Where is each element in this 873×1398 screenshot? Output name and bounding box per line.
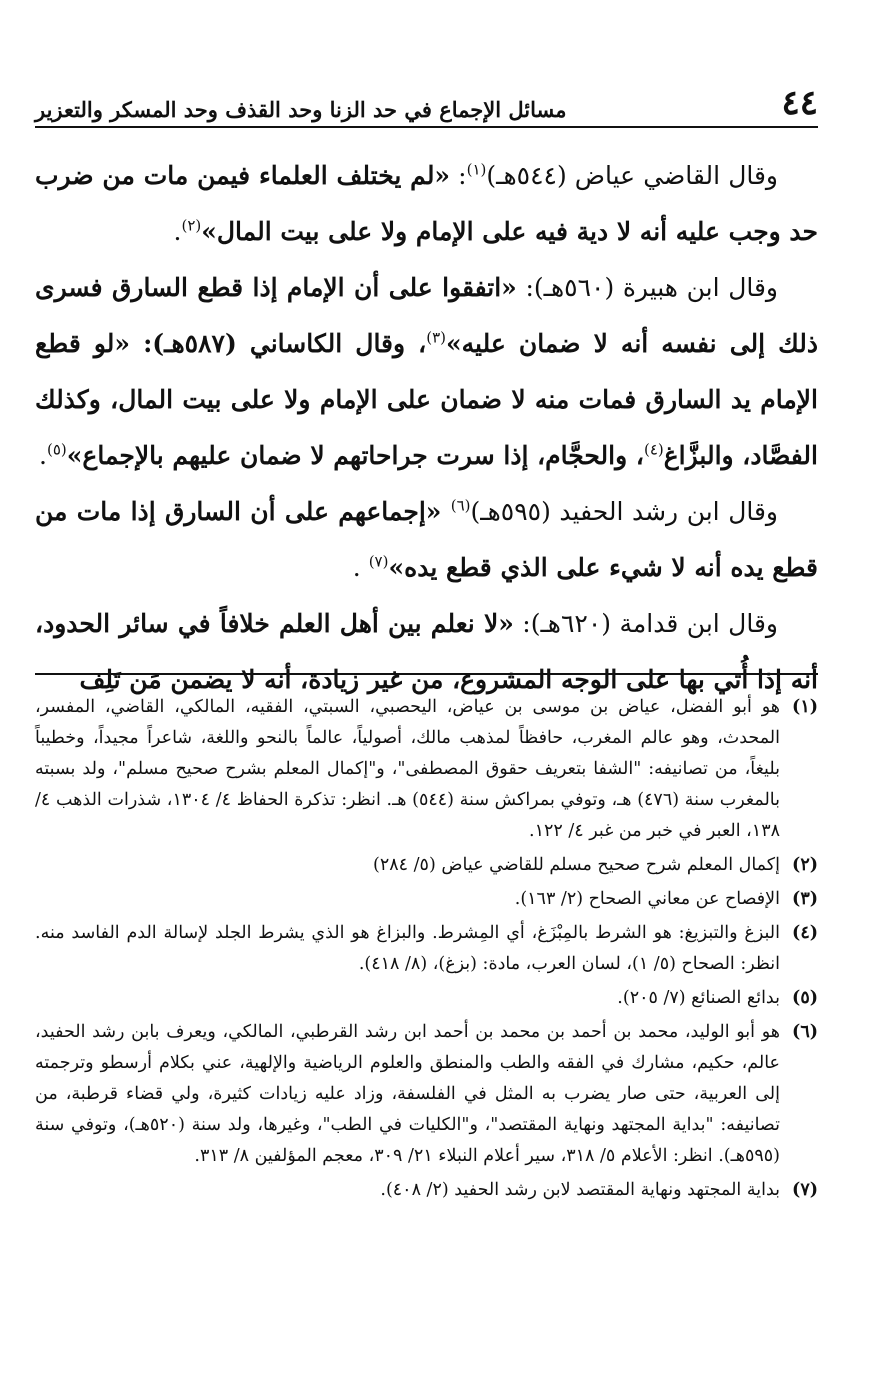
footnote-text: هو أبو الفضل، عياض بن موسى بن عياض، اليحصبي، السبتي، الفقيه، المالكي، القاضي، المفسر، المحدث، وهو عالم المغرب، حافظاً لمذهب مالك، أصولياً، عالماً بالنحو واللغة، شاعراً مجيداً، وخطيباً بليغاً، من تصانيفه: "الشفا بتعريف حقوق المصطفى"، و"إكمال المعلم بشرح صحيح مسلم"، ولد بسبته بالمغرب سنة (٤٧٦) هـ، وتوفي بمراكش سنة (٥٤٤) هـ. انظر: تذكرة الحفاظ ٤/ ١٣٠٤، شذرات الذهب ٤/ ١٣٨، العبر في خبر من غبر ٤/ ١٢٢.: [35, 697, 780, 841]
footnote-2: [35, 850, 818, 881]
footnote-ref: (٢): [181, 216, 202, 235]
punctuation: .: [352, 553, 369, 582]
footnote-text: البزغ والتبزيغ: هو الشرط بالمِبْزَغ، أي المِشرط. والبزاغ هو الذي يشرط الجلد لإسالة الدم الفاسد منه. انظر: الصحاح (٥/ ١)، لسان العرب، مادة: (بزغ)، (٨/ ٤١٨).: [35, 923, 780, 974]
footnote-4: [35, 918, 818, 980]
paragraph-qadi-iyad: [35, 148, 818, 260]
separator: :: [450, 161, 467, 190]
paragraph-intro: وقال ابن رشد الحفيد (٥٩٥هـ): [470, 497, 778, 526]
paragraph-ibn-hubayra: [35, 260, 818, 484]
paragraph-ibn-rushd: [35, 484, 818, 596]
quotation: «اتفقوا على أن الإمام إذا قطع السارق فسرى ذلك إلى نفسه أنه لا ضمان عليه»: [35, 273, 818, 358]
main-text: [35, 148, 818, 708]
quotation: ، والحجَّام، إذا سرت جراحاتهم لا ضمان عليهم بالإجماع»: [66, 441, 644, 470]
footnote-divider: [35, 673, 818, 675]
quotation: «لو قطع الإمام يد السارق فمات منه لا ضمان على الإمام ولا على بيت المال، وكذلك الفصَّاد، والبزَّاغ: [35, 329, 818, 470]
footnote-text: بدائع الصنائع (٧/ ٢٠٥).: [617, 988, 780, 1008]
footnote-number: (٦): [792, 1022, 818, 1042]
footnotes: [35, 692, 818, 1209]
footnote-ref: (٣): [426, 328, 447, 347]
footnote-number: (٧): [792, 1180, 818, 1200]
footnote-6: [35, 1017, 818, 1172]
paragraph-intro: وقال القاضي عياض (٥٤٤هـ): [486, 161, 778, 190]
footnote-1: [35, 692, 818, 847]
page-header: [35, 78, 818, 128]
footnote-ref: (٤): [643, 440, 664, 459]
footnote-5: [35, 983, 818, 1014]
punctuation: .: [39, 441, 47, 470]
footnote-ref: (٦): [450, 496, 471, 515]
footnote-number: (٣): [792, 889, 818, 909]
footnote-number: (٥): [792, 988, 818, 1008]
footnote-ref: (١): [466, 160, 487, 179]
footnote-ref: (٧): [368, 552, 389, 571]
quotation: «لا نعلم بين أهل العلم خلافاً في سائر الحدود، أنه إذا أُتي بها على الوجه المشروع، من غير زيادة، أنه لا يضمن مَن تَلِف: [35, 609, 818, 694]
footnote-3: [35, 884, 818, 915]
footnote-text: إكمال المعلم شرح صحيح مسلم للقاضي عياض (٥/ ٢٨٤): [373, 855, 780, 875]
paragraph-intro: وقال ابن قدامة (٦٢٠هـ):: [513, 609, 778, 638]
footnote-text: الإفصاح عن معاني الصحاح (٢/ ١٦٣).: [514, 889, 780, 909]
footnote-number: (٤): [792, 923, 818, 943]
footnote-number: (١): [792, 697, 818, 717]
footnote-text: هو أبو الوليد، محمد بن أحمد بن محمد بن أحمد ابن رشد القرطبي، المالكي، ويعرف بابن رشد الحفيد، عالم، حكيم، مشارك في الفقه والطب والمنطق والعلوم الرياضية والإلهية، عني بكلام أرسطو وترجمته إلى العربية، حتى صار يضرب به المثل في الفلسفة، وزاد عليه زيادات كثيرة، ولي قضاء قرطبة، من تصانيفه: "بداية المجتهد ونهاية المقتصد"، و"الكليات في الطب"، وغيرها، ولد سنة (٥٢٠هـ)، وتوفي سنة (٥٩٥هـ). انظر: الأعلام ٥/ ٣١٨، سير أعلام النبلاء ٢١/ ٣٠٩، معجم المؤلفين ٨/ ٣١٣.: [35, 1022, 780, 1166]
quotation: «لم يختلف العلماء فيمن مات من ضرب حد وجب عليه أنه لا دية فيه على الإمام ولا على بيت المال»: [35, 161, 818, 246]
punctuation: .: [173, 217, 182, 246]
footnote-text: بداية المجتهد ونهاية المقتصد لابن رشد الحفيد (٢/ ٤٠٨).: [380, 1180, 780, 1200]
page-number: ٤٤: [781, 83, 818, 123]
footnote-ref: (٥): [47, 440, 67, 459]
running-title: مسائل الإجماع في حد الزنا وحد القذف وحد المسكر والتعزير: [35, 97, 567, 122]
footnote-7: [35, 1175, 818, 1206]
quotation: «إجماعهم على أن السارق إذا مات من قطع يده أنه لا شيء على الذي قطع يده»: [35, 497, 818, 582]
paragraph-intro: وقال ابن هبيرة (٥٦٠هـ):: [516, 273, 778, 302]
paragraph-intro-kasani: ، وقال الكاساني (٥٨٧هـ):: [130, 329, 427, 358]
footnote-number: (٢): [792, 855, 818, 875]
